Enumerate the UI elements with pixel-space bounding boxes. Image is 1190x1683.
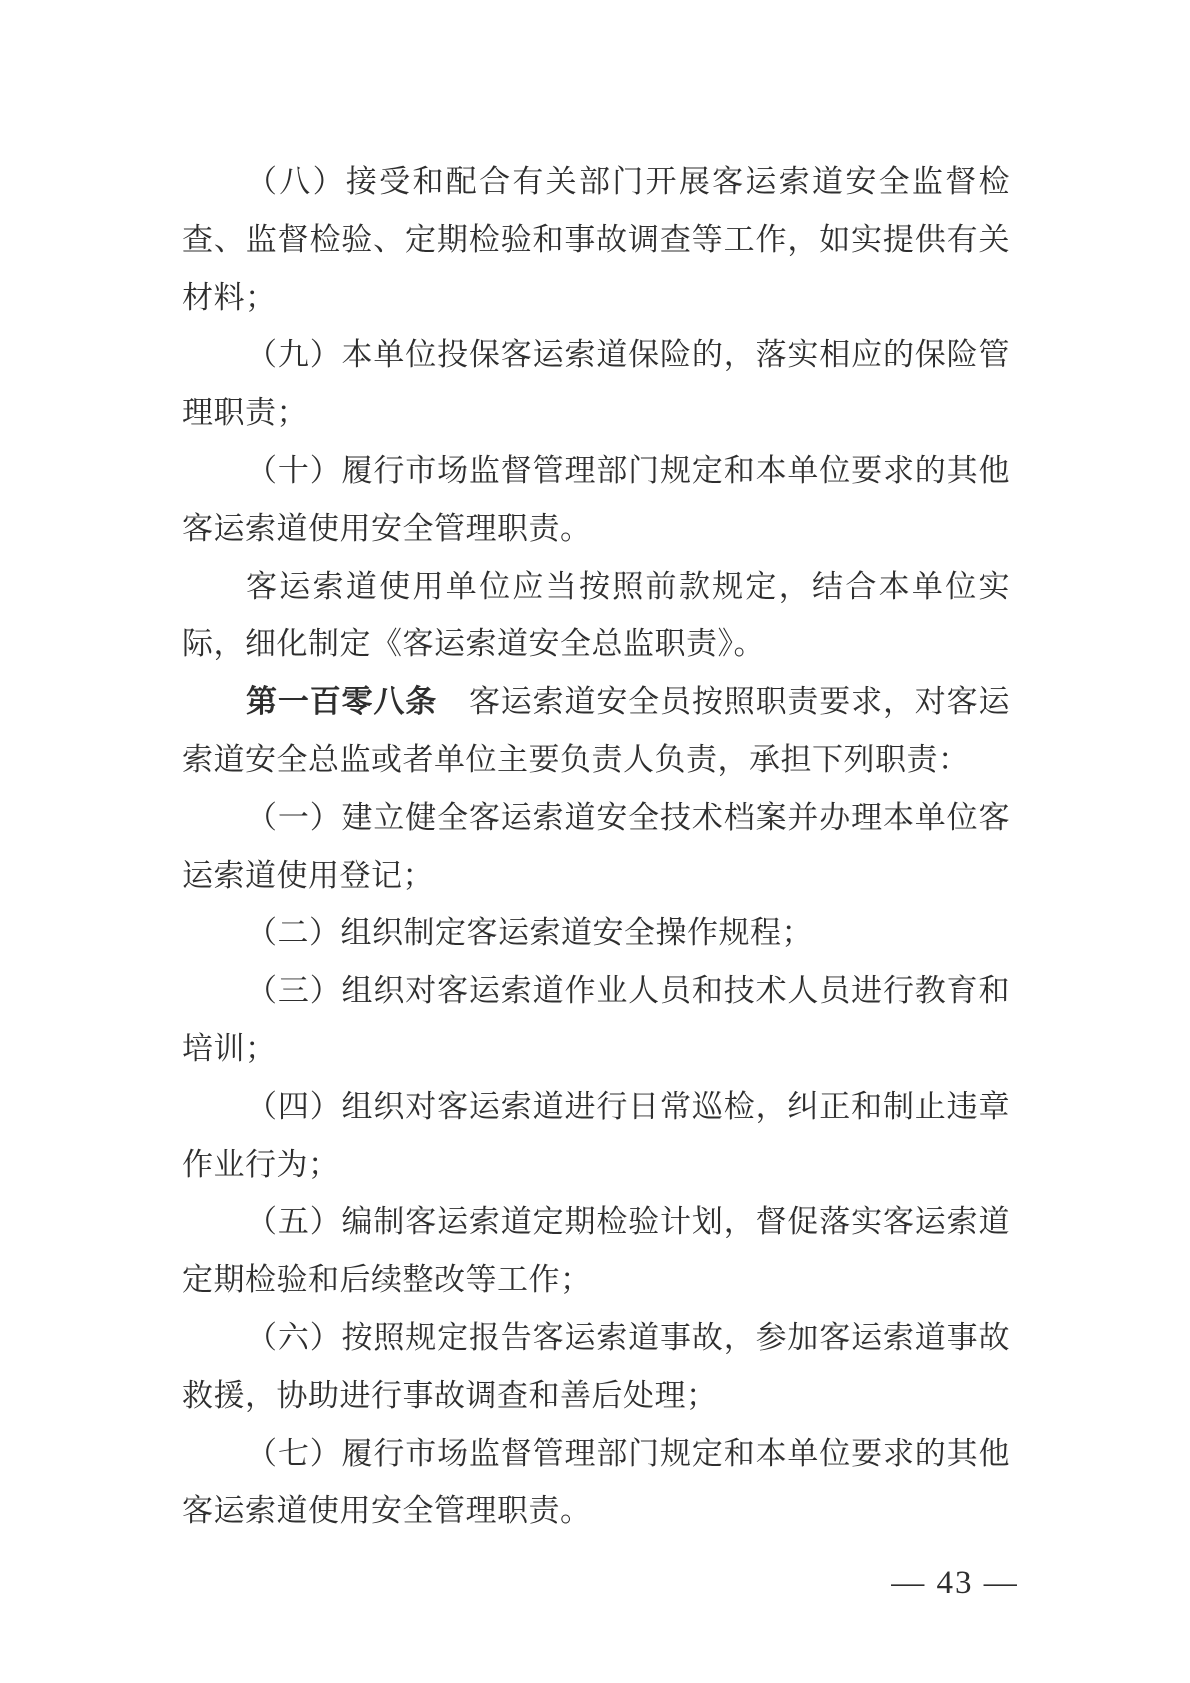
text-line: 理职责； [182, 395, 308, 431]
article-heading-text: 客运索道安全员按照职责要求，对客运 [437, 684, 1011, 720]
text-line: （二）组织制定客运索道安全操作规程； [246, 915, 813, 951]
page-number: — 43 — [891, 1565, 1019, 1601]
text-line: （七）履行市场监督管理部门规定和本单位要求的其他 [246, 1435, 1010, 1471]
text-line: 定期检验和后续整改等工作； [182, 1262, 592, 1298]
text-line: （十）履行市场监督管理部门规定和本单位要求的其他 [246, 452, 1010, 488]
text-line: （六）按照规定报告客运索道事故，参加客运索道事故 [246, 1319, 1010, 1355]
text-line: 客运索道使用安全管理职责。 [182, 510, 592, 546]
text-line-article-heading [182, 673, 1010, 731]
text-line: 际，细化制定《客运索道安全总监职责》。 [182, 626, 765, 662]
text-line: 客运索道使用单位应当按照前款规定，结合本单位实 [246, 568, 1010, 604]
text-line: （一）建立健全客运索道安全技术档案并办理本单位客 [246, 799, 1010, 835]
document-body [182, 153, 1010, 1540]
text-line: （八）接受和配合有关部门开展客运索道安全监督检 [246, 164, 1010, 199]
text-line: （五）编制客运索道定期检验计划，督促落实客运索道 [246, 1204, 1010, 1240]
text-line: 材料； [182, 279, 277, 315]
text-line: 客运索道使用安全管理职责。 [182, 1493, 592, 1529]
text-line: 索道安全总监或者单位主要负责人负责，承担下列职责： [182, 741, 970, 777]
text-line: 救援，协助进行事故调查和善后处理； [182, 1377, 718, 1413]
text-line: （九）本单位投保客运索道保险的，落实相应的保险管 [246, 337, 1010, 373]
text-line: 培训； [182, 1030, 277, 1066]
text-line: 查、监督检验、定期检验和事故调查等工作，如实提供有关 [182, 221, 1010, 257]
article-number: 第一百零八条 [246, 684, 438, 720]
text-line: （三）组织对客运索道作业人员和技术人员进行教育和 [246, 973, 1010, 1009]
text-line: 作业行为； [182, 1146, 340, 1182]
text-line: 运索道使用登记； [182, 857, 434, 893]
text-line: （四）组织对客运索道进行日常巡检，纠正和制止违章 [246, 1088, 1010, 1124]
